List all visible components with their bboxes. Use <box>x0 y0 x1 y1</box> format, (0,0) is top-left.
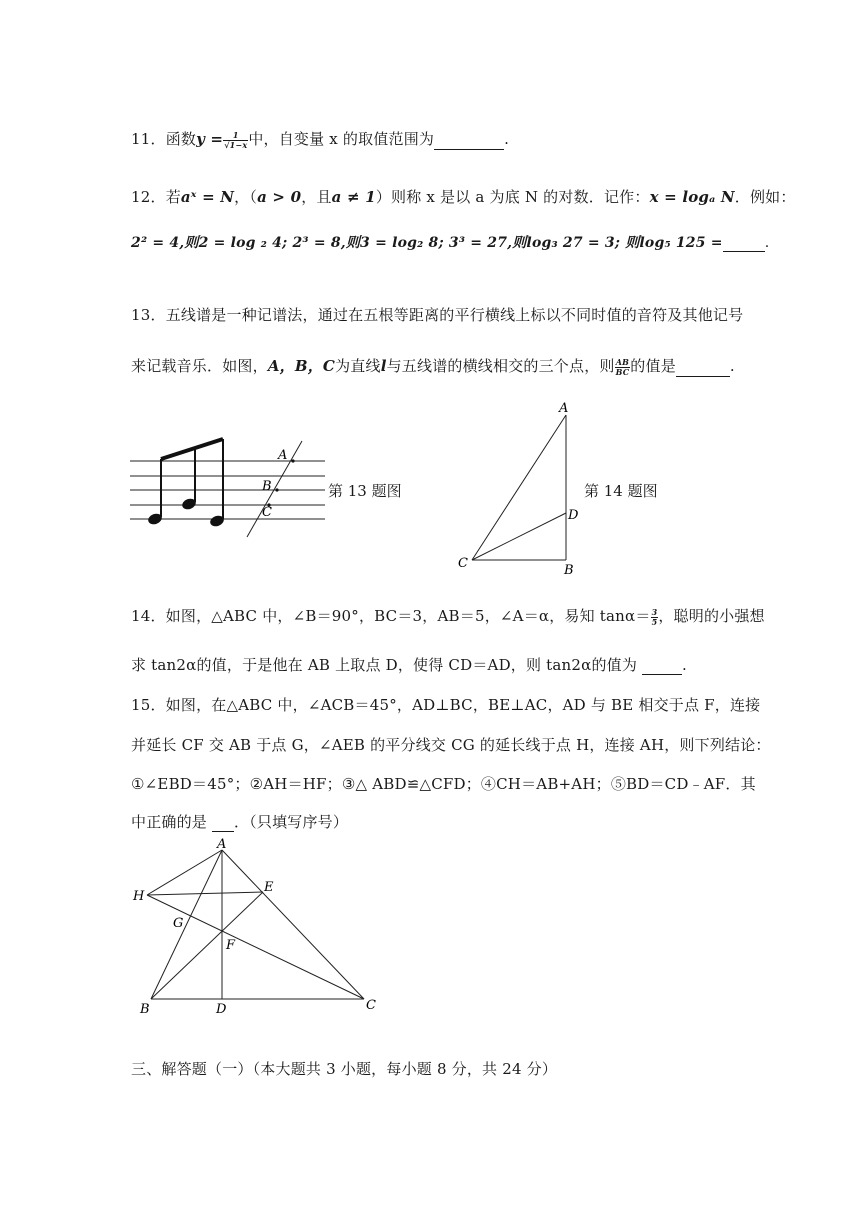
q11-end: . <box>504 130 510 148</box>
q15-text1b: ABC 中，∠ACB＝45°，AD⊥BC，BE⊥AC，AD 与 BE 相交于点 F，连接 <box>238 696 761 714</box>
q12-log-examples: 2² = 4,则2 = log ₂ 4; 2³ = 8,则3 = log₂ 8; 3³ = 27,则log₃ 27 = 3; 则log₅ 125 = <box>131 235 723 251</box>
q13-text1: 五线谱是一种记谱法，通过在五根等距离的平行横线上标以不同时值的音符及其他记号 <box>165 306 744 324</box>
line-l <box>247 441 302 537</box>
q11-fraction <box>223 131 248 150</box>
q15-text4b: ．（只填写序号） <box>233 813 349 831</box>
figure-15-triangle <box>128 837 388 1022</box>
q13-text2b: 为直线 <box>335 357 381 375</box>
q15-text3b: ABD≌ <box>367 775 420 793</box>
seg-he <box>147 892 263 895</box>
q13-frac-den: BC <box>615 366 630 377</box>
q15-text4a: 中正确的是 <box>131 813 208 831</box>
question-13-line2 <box>131 355 735 377</box>
fig13-label-a: A <box>278 448 288 463</box>
question-11 <box>131 128 509 150</box>
q15-text3a: ①∠EBD＝45°；②AH＝HF；③ <box>131 775 356 793</box>
figure-14-triangle <box>450 395 590 580</box>
q12-m1: aˣ = N <box>180 188 235 206</box>
seg-hc <box>147 895 364 999</box>
fig14-label-c: C <box>458 556 468 571</box>
section-3-title <box>131 1058 557 1079</box>
q12-answer-blank <box>723 237 765 252</box>
q12-m3: a ≠ 1 <box>331 188 376 206</box>
fig14-label-a: A <box>559 401 569 416</box>
question-13-line1 <box>131 304 743 325</box>
fig15-label-e: E <box>264 880 274 895</box>
seg-ab <box>151 850 222 999</box>
q11-number: 11． <box>131 130 166 148</box>
section-3-title-text: 三、解答题（一）（本大题共 3 小题，每小题 8 分，共 24 分） <box>131 1060 558 1078</box>
fig15-label-f: F <box>226 938 236 953</box>
q13-points: A，B，C <box>267 357 336 375</box>
fig13-caption: 第 13 题图 <box>328 482 402 500</box>
q13-answer-blank <box>676 362 730 377</box>
q15-text2: 并延长 CF 交 AB 于点 G，∠AEB 的平分线交 CG 的延长线于点 H，连接 AH，则下列结论： <box>131 736 771 754</box>
q13-number: 13． <box>131 306 166 324</box>
q13-fraction <box>615 358 631 377</box>
q12-number: 12． <box>131 188 166 206</box>
fig15-label-g: G <box>173 916 184 931</box>
q12-p1: ，（ <box>234 188 258 206</box>
q13-text2a: 来记载音乐．如图， <box>131 357 268 375</box>
q12-p2: ，且 <box>301 188 332 206</box>
question-15-line3 <box>131 773 756 794</box>
question-12-line1 <box>131 186 796 207</box>
q14-frac-den: 5 <box>651 616 658 627</box>
fig13-label-c: C <box>262 505 272 520</box>
question-15-line2 <box>131 734 771 755</box>
question-15-line4 <box>131 811 348 832</box>
side-ca <box>472 415 566 560</box>
question-15-line1 <box>131 694 760 715</box>
fig14-label-b: B <box>564 563 574 578</box>
q15-triangle-symbol: △ <box>226 696 239 714</box>
q13-end: . <box>729 357 735 375</box>
q11-mid: 中，自变量 x 的取值范围为 <box>248 130 435 148</box>
seg-ca <box>222 850 364 999</box>
question-14-line1 <box>131 605 765 627</box>
q14-answer-blank <box>642 660 682 675</box>
q12-p3: ）则称 x 是以 a 为底 N 的对数．记作： <box>375 188 650 206</box>
q11-frac-num: 1 <box>223 131 248 141</box>
q13-frac-num: AB <box>615 356 630 367</box>
seg-be <box>151 892 263 999</box>
q14-text1a: 14．如图，△ABC 中，∠B＝90°，BC＝3，AB＝5，∠A＝α，易知 tanα＝ <box>131 607 651 625</box>
q12-m2: a > 0 <box>257 188 302 206</box>
q15-tri-symbol-2: △ <box>419 775 432 793</box>
q12-end: . <box>764 235 770 251</box>
fig15-label-h: H <box>133 889 145 904</box>
q11-prefix: 函数 <box>165 130 197 148</box>
q13-text2d: 的值是 <box>630 357 676 375</box>
question-12-line2 <box>131 232 769 252</box>
segment-cd <box>472 513 566 560</box>
q15-text1a: 15．如图，在 <box>131 696 227 714</box>
q15-tri-symbol-1: △ <box>355 775 368 793</box>
q12-m4: x = logₐ N <box>649 188 735 206</box>
point-a-dot <box>291 459 294 462</box>
fig15-label-a: A <box>217 837 227 852</box>
q12-p4: ．例如： <box>734 188 796 206</box>
q12-ruo: 若 <box>165 188 181 206</box>
q15-answer-blank <box>212 817 234 832</box>
q14-text2: 求 tan2α的值，于是他在 AB 上取点 D，使得 CD＝AD，则 tan2α的值为 <box>131 656 638 674</box>
figure-13-staff <box>125 415 335 545</box>
fig15-label-c: C <box>366 998 376 1013</box>
fig14-label-d: D <box>568 508 579 523</box>
fig15-label-b: B <box>140 1002 150 1017</box>
point-b-dot <box>275 488 278 491</box>
fig14-caption: 第 14 题图 <box>584 482 658 500</box>
q11-answer-blank <box>434 135 504 150</box>
q14-text1b: ，聪明的小强想 <box>658 607 765 625</box>
note-beam <box>161 439 223 459</box>
note-group <box>147 439 226 528</box>
q13-line-var: l <box>380 357 387 375</box>
fig15-label-d: D <box>216 1002 227 1017</box>
q14-frac-num: 3 <box>651 606 658 617</box>
fig13-label-b: B <box>262 479 272 494</box>
q11-formula-lhs: y = <box>196 130 224 148</box>
q11-frac-den: √1−x <box>224 139 248 150</box>
question-14-line2 <box>131 654 687 675</box>
q13-text2c: 与五线谱的横线相交的三个点，则 <box>386 357 615 375</box>
q14-end: . <box>682 656 688 674</box>
q15-text3c: CFD；④CH＝AB+AH；⑤BD＝CD﹣AF．其 <box>431 775 756 793</box>
